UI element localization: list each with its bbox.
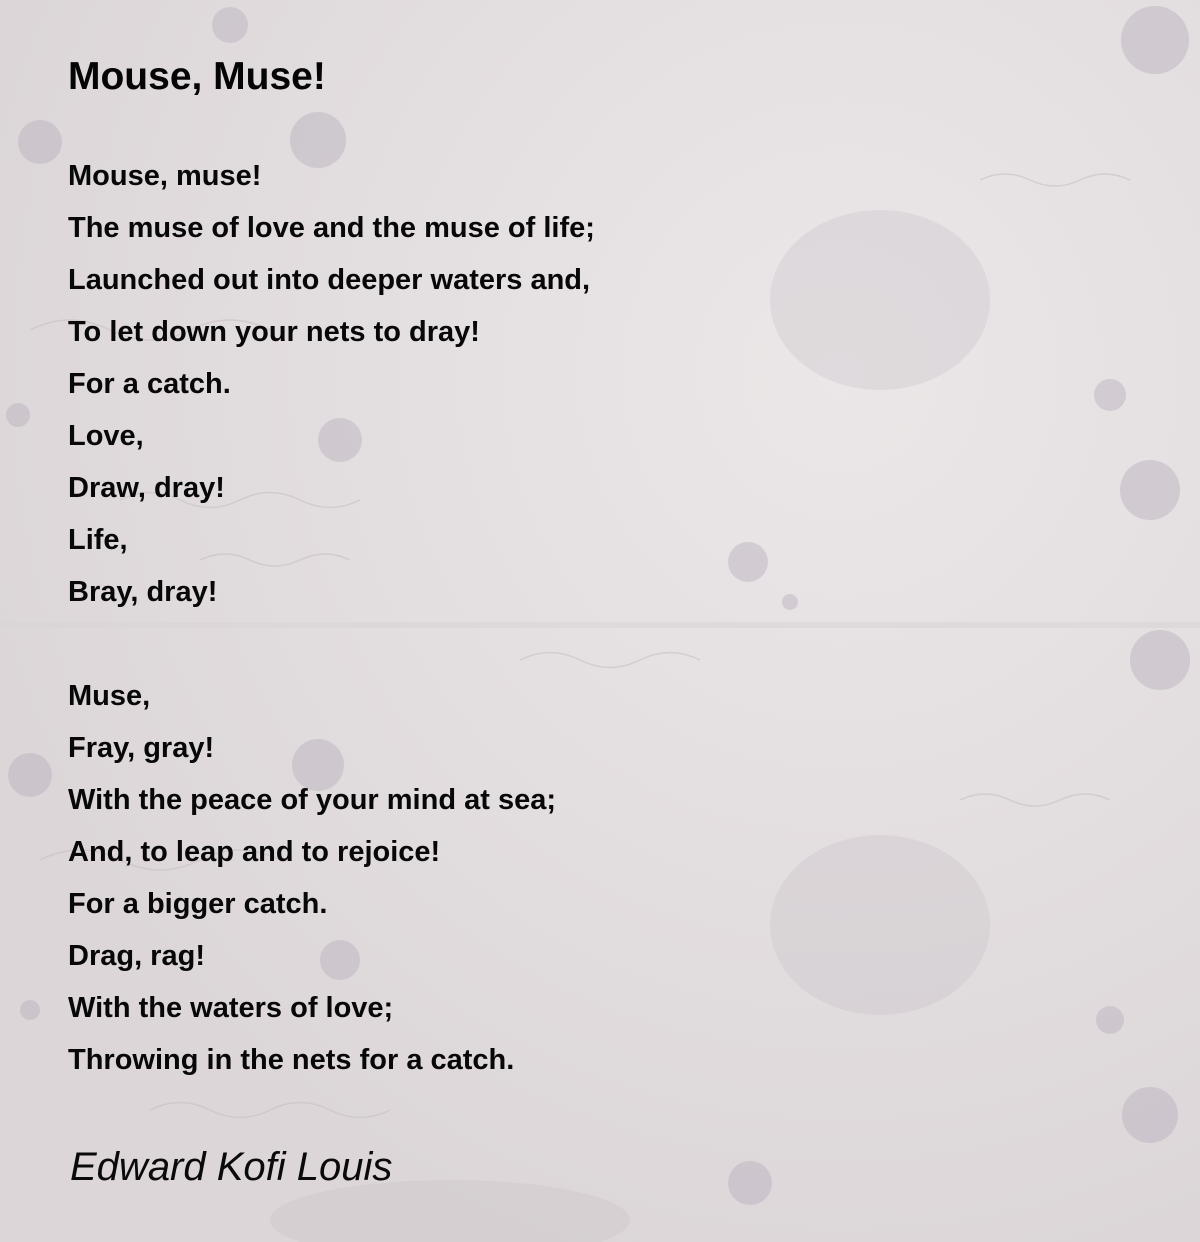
stanza-2 xyxy=(68,670,556,1086)
poem-line: The muse of love and the muse of life; xyxy=(68,212,595,244)
poem-line: To let down your nets to dray! xyxy=(68,316,480,348)
poem-line: With the waters of love; xyxy=(68,992,394,1024)
poem-line: Mouse, muse! xyxy=(68,160,262,192)
poem-line: With the peace of your mind at sea; xyxy=(68,784,556,816)
poem-author: Edward Kofi Louis xyxy=(70,1145,393,1189)
poem-line: Love, xyxy=(68,420,144,452)
poem-line: Bray, dray! xyxy=(68,576,218,608)
poem-title: Mouse, Muse! xyxy=(68,55,326,98)
poem-line: Muse, xyxy=(68,680,151,712)
poem-line: Life, xyxy=(68,524,128,556)
stanza-1 xyxy=(68,150,595,618)
poem-line: Launched out into deeper waters and, xyxy=(68,264,591,296)
poem-line: Draw, dray! xyxy=(68,472,225,504)
poem-line: For a catch. xyxy=(68,368,231,400)
poem-line: Fray, gray! xyxy=(68,732,215,764)
poem-line: For a bigger catch. xyxy=(68,888,328,920)
poem-line: Throwing in the nets for a catch. xyxy=(68,1044,515,1076)
poem-line: Drag, rag! xyxy=(68,940,205,972)
poem-line: And, to leap and to rejoice! xyxy=(68,836,441,868)
